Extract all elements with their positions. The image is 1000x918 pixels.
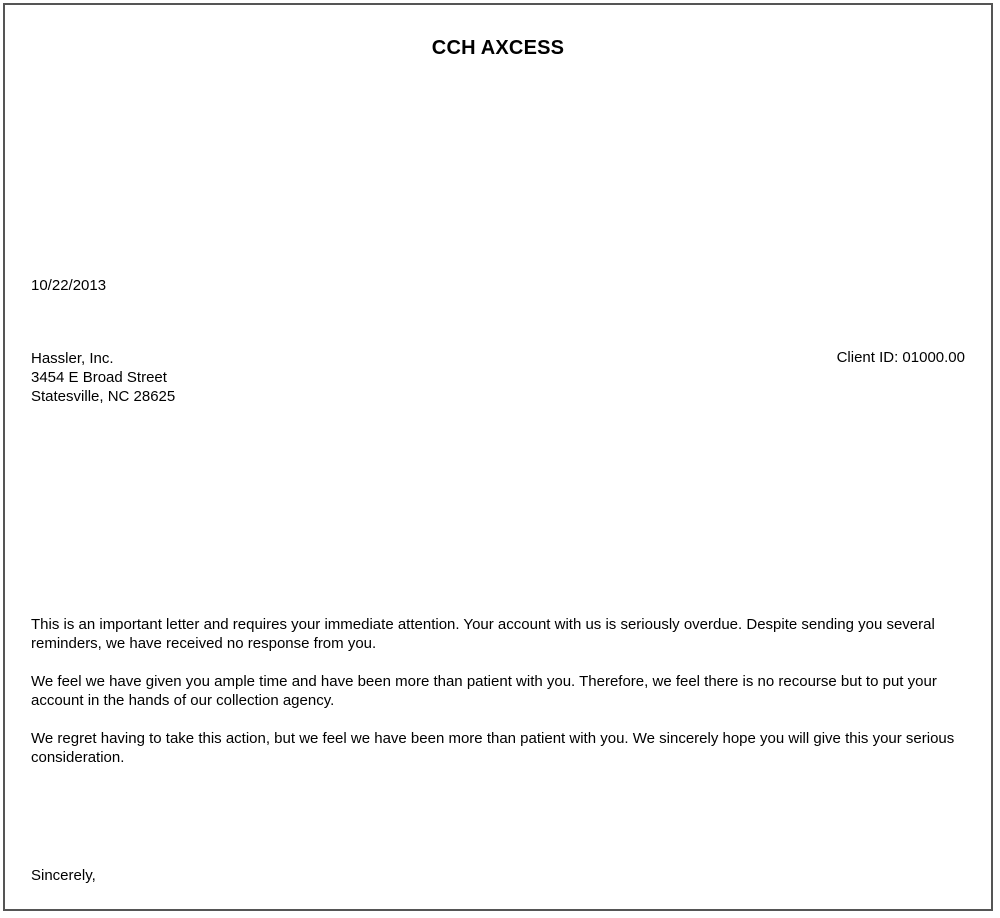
firm-name-heading: CCH AXCESS: [431, 37, 565, 59]
body-paragraph-2: We feel we have given you ample time and have been more than patient with you. Therefore, we feel there is no recourse but to put your account in the hands of our collection agency.: [31, 673, 937, 709]
recipient-street: 3454 E Broad Street: [31, 369, 167, 386]
body-paragraph-3: We regret having to take this action, but we feel we have been more than patient with you. We sincerely hope you will give this your serious consideration.: [31, 730, 955, 766]
letter-page: [3, 3, 993, 911]
recipient-address: [31, 349, 175, 406]
client-id: Client ID: 01000.00: [836, 349, 965, 366]
letter-date: 10/22/2013: [31, 277, 107, 294]
letter-closing: Sincerely,: [31, 867, 96, 884]
recipient-name: Hassler, Inc.: [31, 350, 114, 367]
recipient-city-state-zip: Statesville, NC 28625: [31, 388, 176, 405]
letter-body: [31, 615, 971, 786]
body-paragraph-1: This is an important letter and requires your immediate attention. Your account with us is seriously overdue. Despite sending you several reminders, we have received no response from you.: [31, 616, 935, 652]
